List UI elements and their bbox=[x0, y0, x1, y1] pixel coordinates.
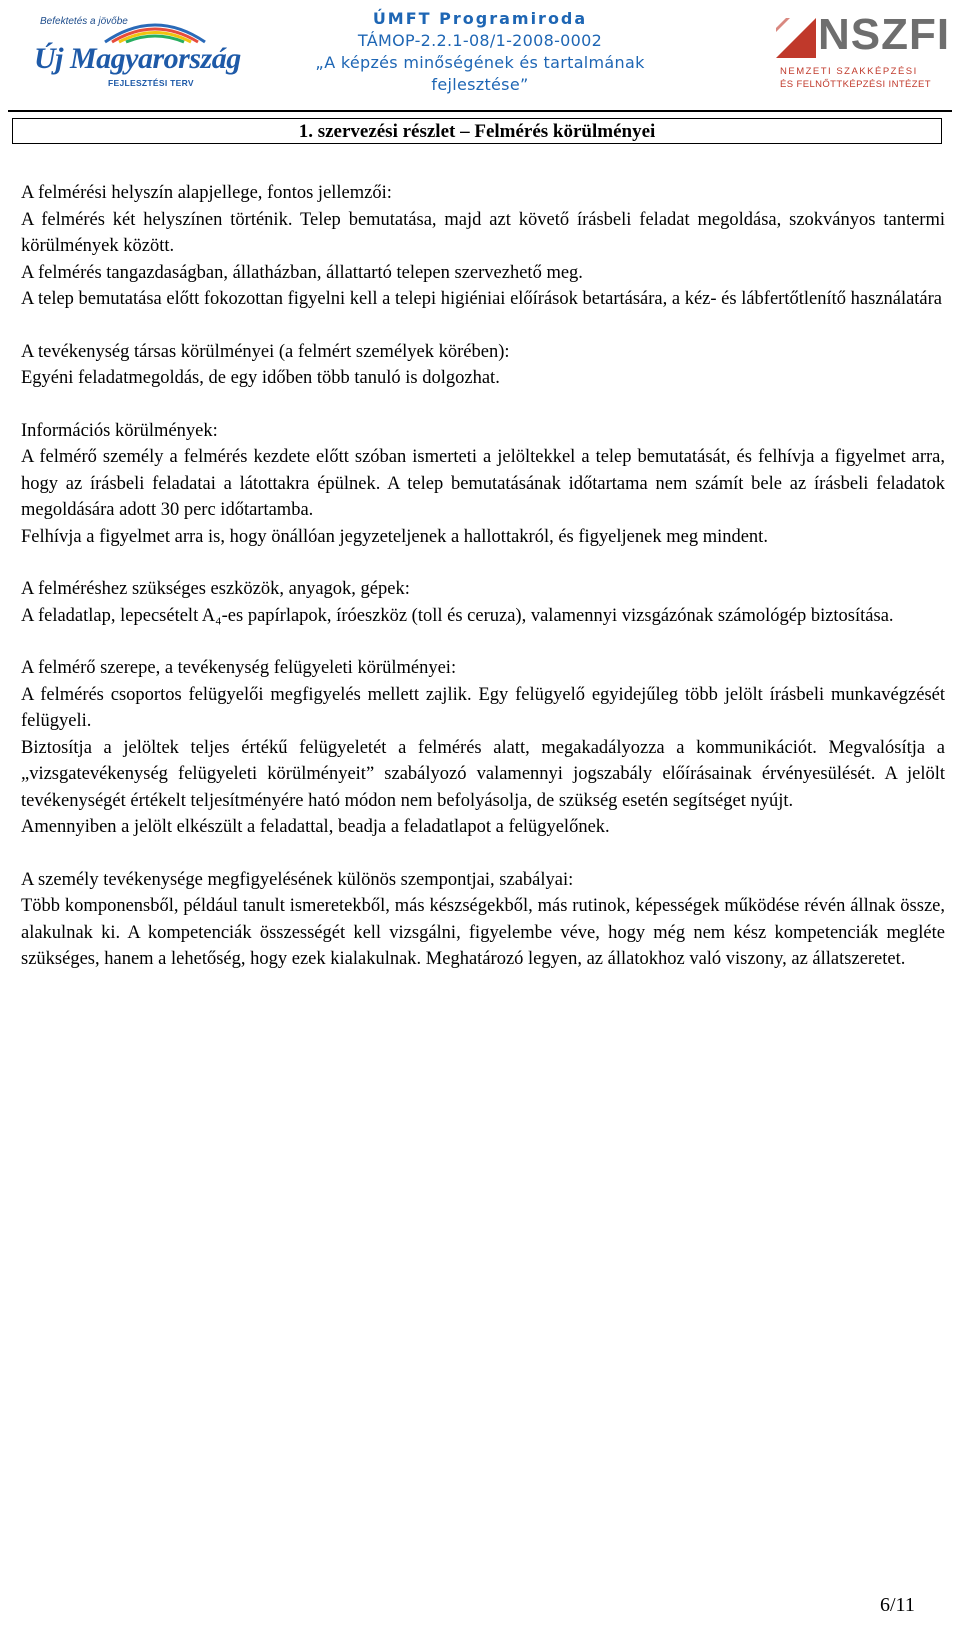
page-header bbox=[0, 0, 960, 112]
nszfi-logo bbox=[776, 10, 956, 94]
s1-paragraph-1: A felmérés két helyszínen történik. Telep bemutatása, majd azt követő írásbeli feladat megoldása, szokványos tantermi körülmények között. bbox=[21, 209, 945, 256]
header-project-line2: fejlesztése” bbox=[431, 75, 529, 94]
s4-paragraph-1: A feladatlap, lepecsételt A₄-es papírlapok, íróeszköz (toll és ceruza), valamennyi vizsgázónak számológép biztosítása. bbox=[21, 605, 894, 626]
s3-paragraph-1: A felmérő személy a felmérés kezdete előtt szóban ismerteti a jelöltekkel a telep bemutatását, és felhívja a figyelmet arra, hogy az írásbeli feladatai a látottakra épülnek. A telep bemutatásának időtartama nem számít bele az írásbeli feladatok megoldására adott 30 perc időtartamba. bbox=[21, 447, 945, 520]
s1-paragraph-3: A telep bemutatása előtt fokozottan figyelni kell a telepi higiéniai előírások betartására, a kéz- és lábfertőtlenítő használatára bbox=[21, 289, 943, 309]
nszfi-mark-icon bbox=[776, 18, 816, 58]
header-program: TÁMOP-2.2.1-08/1-2008-0002 bbox=[357, 31, 603, 50]
section-title-box bbox=[12, 118, 942, 144]
logo-subtitle: FEJLESZTÉSI TERV bbox=[108, 78, 194, 88]
header-divider bbox=[8, 110, 952, 112]
spacer bbox=[21, 841, 945, 867]
s3-heading: Információs körülmények: bbox=[21, 420, 218, 441]
s1-heading: A felmérési helyszín alapjellege, fontos jellemzői: bbox=[21, 183, 392, 203]
s5-paragraph-1: A felmérés csoportos felügyelői megfigyelés mellett zajlik. Egy felügyelő egyidejűleg több jelölt írásbeli munkavégzését felügyeli. bbox=[21, 684, 945, 731]
nszfi-line2: ÉS FELNŐTTKÉPZÉSI INTÉZET bbox=[780, 79, 931, 90]
page-number: 6/11 bbox=[880, 1594, 915, 1616]
s3-paragraph-2: Felhívja a figyelmet arra is, hogy önállóan jegyzeteljenek a hallottakról, és figyeljenek meg mindent. bbox=[21, 526, 768, 547]
document-body bbox=[21, 180, 945, 973]
s5-paragraph-2: Biztosítja a jelöltek teljes értékű felügyeletét a felmérés alatt, megakadályozza a kommunikációt. Megvalósítja a „vizsgatevékenység felügyeleti körülményeit” szabályozó valamennyi jogszabály előírásainak érvényesülését. A jelölt tevékenységét értékelt teljesítményére ható módon nem befolyásolja, de szükség esetén segítséget nyújt. bbox=[21, 737, 945, 811]
s6-heading: A személy tevékenysége megfigyelésének különös szempontjai, szabályai: bbox=[21, 869, 574, 890]
spacer bbox=[21, 629, 945, 655]
s1-paragraph-2: A felmérés tangazdaságban, állatházban, állattartó telepen szervezhető meg. bbox=[21, 262, 583, 283]
s5-paragraph-3: Amennyiben a jelölt elkészült a feladattal, beadja a feladatlapot a felügyelőnek. bbox=[21, 817, 610, 837]
nszfi-name: NSZFI bbox=[818, 10, 951, 59]
s4-heading: A felméréshez szükséges eszközök, anyagok, gépek: bbox=[21, 579, 410, 599]
s2-paragraph-1: Egyéni feladatmegoldás, de egy időben több tanuló is dolgozhat. bbox=[21, 368, 500, 388]
section-title: 1. szervezési részlet – Felmérés körülményei bbox=[298, 121, 656, 142]
s2-heading: A tevékenység társas körülményei (a felmért személyek körében): bbox=[21, 341, 510, 362]
header-org: ÚMFT Programiroda bbox=[372, 9, 588, 28]
rainbow-arc-icon bbox=[100, 14, 210, 44]
s6-paragraph-1: Több komponensből, például tanult ismeretekből, más készségekből, más rutinok, képességek működése révén állnak össze, alakulnak ki. A kompetenciák összességét kell vizsgálni, figyelembe véve, hogy még nem kész kompetenciák megléte szükséges, hanem a lehetőség, hogy ezek kialakulnak. Meghatározó legyen, az állatokhoz való viszony, az állatszeretet. bbox=[21, 896, 945, 969]
nszfi-line1: NEMZETI SZAKKÉPZÉSI bbox=[780, 66, 918, 77]
spacer bbox=[21, 550, 945, 576]
spacer bbox=[21, 392, 945, 418]
header-project-info bbox=[300, 8, 660, 96]
uj-magyarorszag-logo bbox=[24, 12, 241, 98]
logo-brand: Új Magyarország bbox=[34, 42, 241, 75]
logo-tagline: Befektetés a jövőbe bbox=[40, 16, 128, 27]
s5-heading: A felmérő szerepe, a tevékenység felügyeleti körülményei: bbox=[21, 658, 457, 678]
header-project-line1: „A képzés minőségének és tartalmának bbox=[315, 53, 645, 72]
spacer bbox=[21, 313, 945, 339]
